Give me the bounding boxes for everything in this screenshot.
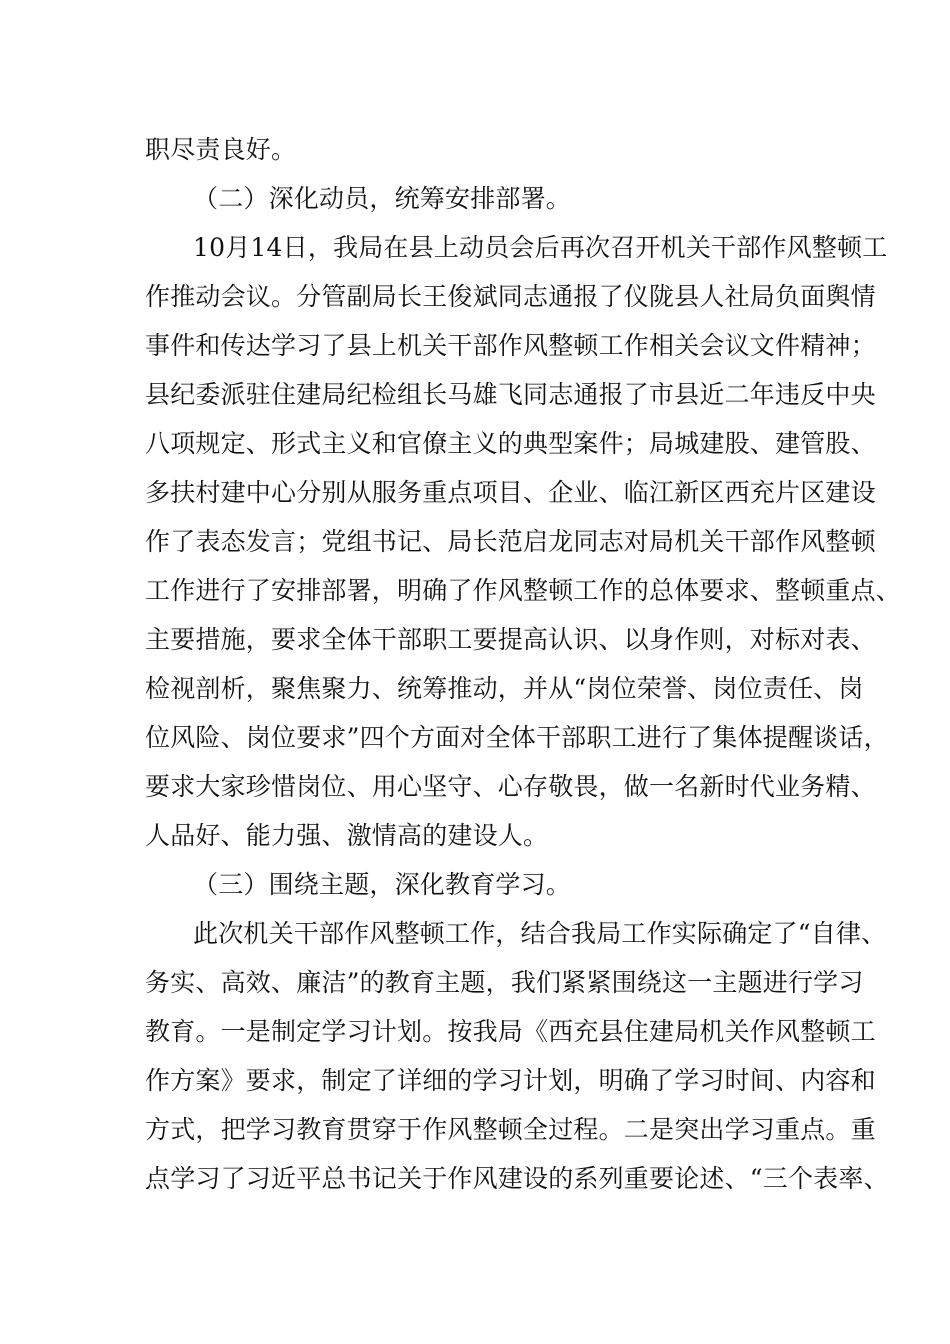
paragraph-line: 八项规定、形式主义和官僚主义的典型案件；局城建股、建管股、 — [145, 429, 876, 458]
paragraph-line: 职尽责良好。 — [145, 135, 297, 164]
paragraph-line: 方式，把学习教育贯穿于作风整顿全过程。二是突出学习重点。重 — [145, 1115, 876, 1144]
paragraph-line: 作了表态发言；党组书记、局长范启龙同志对局机关干部作风整顿 — [145, 527, 876, 556]
paragraph-line: 要求大家珍惜岗位、用心坚守、心存敬畏，做一名新时代业务精、 — [145, 772, 876, 801]
section-heading-3: （三）围绕主题，深化教育学习。 — [193, 870, 572, 899]
paragraph-line: 教育。一是制定学习计划。按我局《西充县住建局机关作风整顿工 — [145, 1017, 876, 1046]
paragraph-line: 县纪委派驻住建局纪检组长马雄飞同志通报了市县近二年违反中央 — [145, 380, 876, 409]
paragraph-line: 工作进行了安排部署，明确了作风整顿工作的总体要求、整顿重点、 — [145, 576, 902, 605]
paragraph-line: 检视剖析，聚焦聚力、统筹推动，并从“岗位荣誉、岗位责任、岗 — [145, 674, 864, 703]
paragraph-line: 点学习了习近平总书记关于作风建设的系列重要论述、“三个表率、 — [145, 1164, 889, 1193]
paragraph-line: 多扶村建中心分别从服务重点项目、企业、临江新区西充片区建设 — [145, 478, 876, 507]
paragraph-line: 务实、高效、廉洁”的教育主题，我们紧紧围绕这一主题进行学习 — [145, 968, 864, 997]
paragraph-line: 主要措施，要求全体干部职工要提高认识、以身作则，对标对表、 — [145, 625, 876, 654]
paragraph-line: 作方案》要求，制定了详细的学习计划，明确了学习时间、内容和 — [145, 1066, 876, 1095]
paragraph-line: 事件和传达学习了县上机关干部作风整顿工作相关会议文件精神； — [145, 331, 876, 360]
paragraph-line: 此次机关干部作风整顿工作，结合我局工作实际确定了“自律、 — [193, 919, 887, 948]
paragraph-line: 作推动会议。分管副局长王俊斌同志通报了仪陇县人社局负面舆情 — [145, 282, 876, 311]
paragraph-line: 10月14日，我局在县上动员会后再次召开机关干部作风整顿工 — [193, 233, 888, 262]
section-heading-2: （二）深化动员，统筹安排部署。 — [193, 184, 572, 213]
paragraph-line: 人品好、能力强、激情高的建设人。 — [145, 821, 549, 850]
paragraph-line: 位风险、岗位要求”四个方面对全体干部职工进行了集体提醒谈话， — [145, 723, 889, 752]
